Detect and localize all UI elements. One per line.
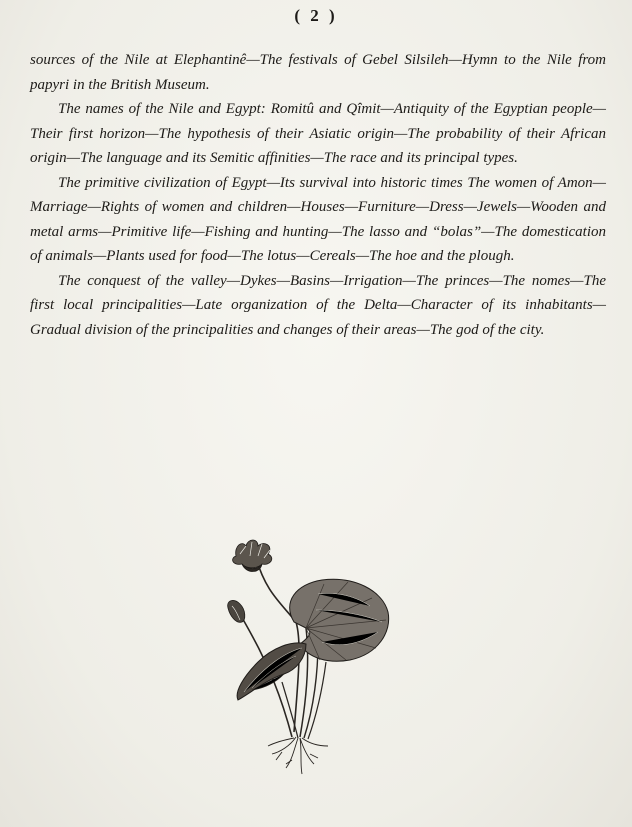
table-of-contents-text bbox=[30, 48, 606, 342]
lotus-plant-drawing bbox=[222, 532, 394, 780]
paragraph-4: The conquest of the valley—Dykes—Basins—Irrigation—The princes—The nomes—The first local principalities—Late organization of the Delta—Character of its inhabitants—Gradual division of the principalities and changes of their areas—The god of the city. bbox=[30, 272, 606, 338]
lotus-leaf-curled bbox=[237, 643, 306, 700]
lotus-illustration bbox=[222, 532, 394, 780]
paragraph-1: sources of the Nile at Elephantinê—The festivals of Gebel Silsileh—Hymn to the Nile from papyri in the British Museum. bbox=[30, 52, 606, 93]
lotus-roots bbox=[268, 737, 328, 774]
page-number: ( 2 ) bbox=[294, 6, 338, 25]
lotus-bud bbox=[228, 601, 245, 623]
paragraph-2: The names of the Nile and Egypt: Romitû and Qîmit—Antiquity of the Egyptian people—Their first horizon—The hypothesis of their Asiatic origin—The probability of their African origin—The language and its Semitic affinities—The race and its principal types. bbox=[30, 101, 606, 166]
lotus-flower bbox=[233, 540, 272, 572]
paragraph-3: The primitive civilization of Egypt—Its survival into historic times The women of Amon—Marriage—Rights of women and children—Houses—Furniture—Dress—Jewels—Wooden and metal arms—Primitive life—Fishing and hunting—The lasso and “bolas”—The domestication of animals—Plants used for food—The lotus—Cereals—The hoe and the plough. bbox=[30, 174, 606, 264]
